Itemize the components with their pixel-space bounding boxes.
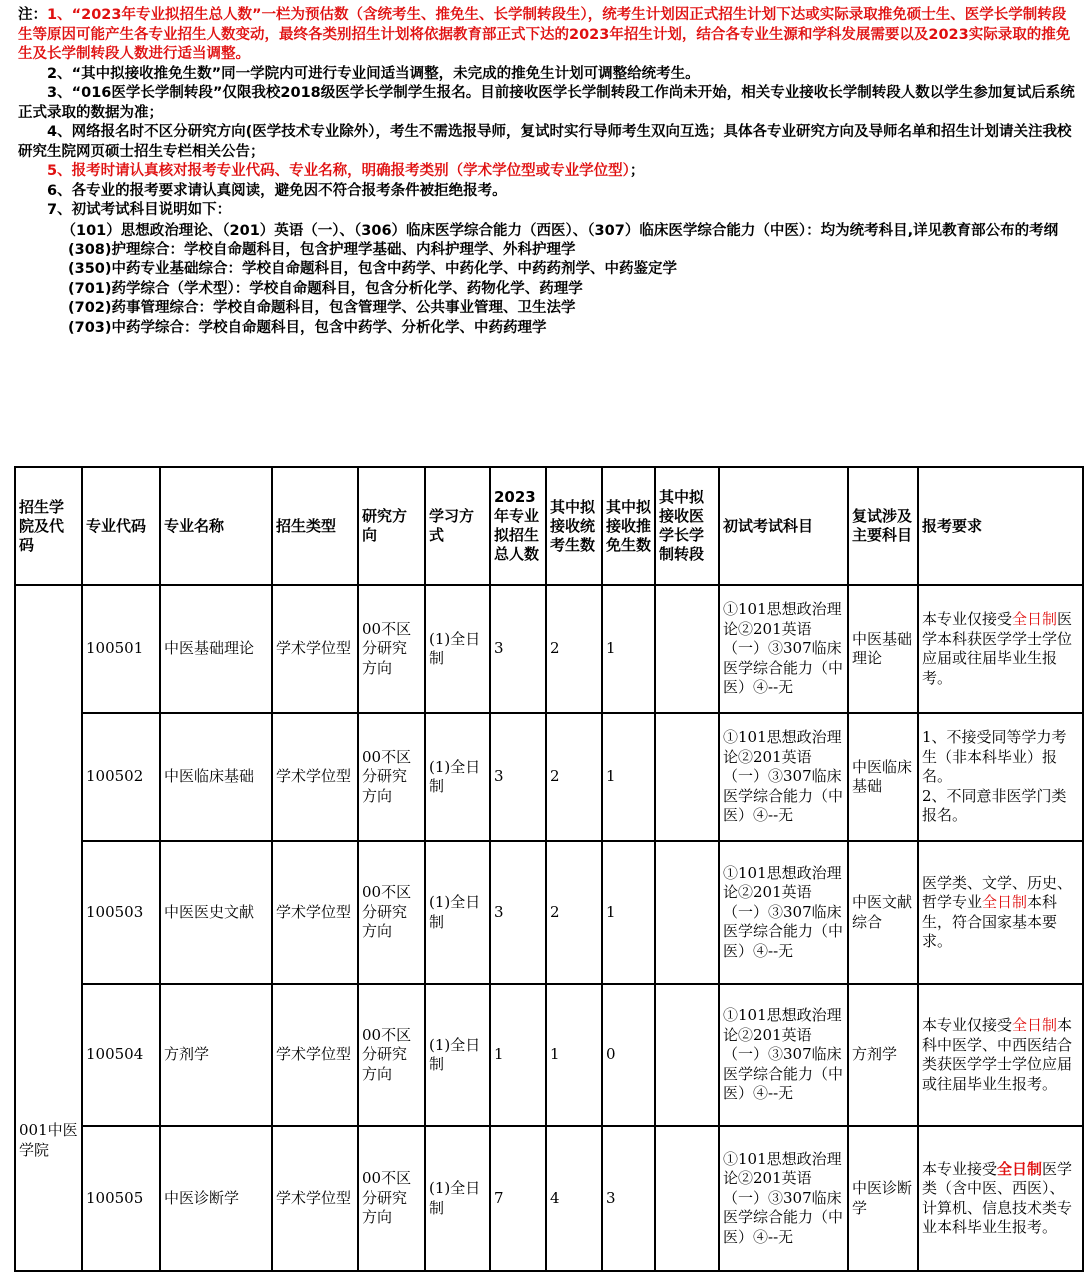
header-retest-subjects: 复试涉及主要科目	[848, 467, 918, 585]
header-requirements: 报考要求	[918, 467, 1083, 585]
transfer-count	[655, 1126, 719, 1271]
requirements: 医学类、文学、历史、哲学专业全日制本科生，符合国家基本要求。	[918, 841, 1083, 984]
major-code: 100502	[82, 713, 160, 841]
requirements: 本专业仅接受全日制医学本科获医学学士学位应届或往届毕业生报考。	[918, 585, 1083, 713]
transfer-count	[655, 713, 719, 841]
note-5: 5、报考时请认真核对报考专业代码、专业名称，明确报考类别（学术学位型或专业学位型）；	[47, 163, 645, 179]
study-mode: (1)全日制	[425, 585, 490, 713]
retest-subjects: 方剂学	[848, 984, 918, 1126]
total-count: 3	[490, 585, 546, 713]
table-row	[15, 984, 1083, 1126]
transfer-count	[655, 841, 719, 984]
retest-subjects: 中医临床基础	[848, 713, 918, 841]
study-mode: (1)全日制	[425, 984, 490, 1126]
exam-subjects: ①101思想政治理论②201英语（一）③307临床医学综合能力（中医）④--无	[719, 984, 848, 1126]
note-6: 6、各专业的报考要求请认真阅读，避免因不符合报考条件被拒绝报考。	[47, 182, 507, 199]
subject-note-350: (350)中药专业基础综合：学校自命题科目，包含中药学、中药化学、中药药剂学、中药鉴定学	[68, 261, 678, 277]
table-header-row	[15, 467, 1083, 585]
exam-subjects: ①101思想政治理论②201英语（一）③307临床医学综合能力（中医）④--无	[719, 585, 848, 713]
major-code: 100505	[82, 1126, 160, 1271]
header-exam-count: 其中拟接收统考生数	[546, 467, 602, 585]
requirements: 1、不接受同等学力考生（非本科毕业）报名。 2、不同意非医学门类报名。	[918, 713, 1083, 841]
total-count: 3	[490, 841, 546, 984]
requirements: 本专业接受全日制医学类（含中医、西医）、计算机、信息技术类专业本科毕业生报考。	[918, 1126, 1083, 1271]
major-type: 学术学位型	[272, 984, 358, 1126]
note-1: 注：1、“2023年专业拟招生总人数”一栏为预估数（含统考生、推免生、长学制转段生），统考生计划因正式招生计划下达或实际录取推免硕士生、医学长学制转段生等原因可能产生各专业招生人数变动，最终各类别招生计划将依据教育部正式下达的2023年招生计划，结合各专业生源和学科发展需要以及2023实际录取的推免生及长学制转段人数进行适当调整。	[18, 7, 1071, 62]
header-recommend-count: 其中拟接收推免生数	[602, 467, 655, 585]
recommend-count: 1	[602, 713, 655, 841]
exam-count: 2	[546, 713, 602, 841]
header-college: 招生学院及代码	[15, 467, 82, 585]
exam-count: 1	[546, 984, 602, 1126]
direction: 00不区分研究方向	[358, 713, 425, 841]
study-mode: (1)全日制	[425, 713, 490, 841]
header-total: 2023年专业拟招生总人数	[490, 467, 546, 585]
exam-subjects: ①101思想政治理论②201英语（一）③307临床医学综合能力（中医）④--无	[719, 1126, 848, 1271]
major-name: 中医临床基础	[160, 713, 272, 841]
total-count: 3	[490, 713, 546, 841]
college-cell: 001中医学院	[15, 585, 82, 1271]
retest-subjects: 中医文献综合	[848, 841, 918, 984]
subject-note-101: （101）思想政治理论、（201）英语（一）、（306）临床医学综合能力（西医）、（307）临床医学综合能力（中医）：均为统考科目,详见教育部公布的考纲	[61, 222, 1059, 239]
notes-section	[18, 6, 1076, 338]
exam-subjects: ①101思想政治理论②201英语（一）③307临床医学综合能力（中医）④--无	[719, 841, 848, 984]
retest-subjects: 中医基础理论	[848, 585, 918, 713]
exam-subjects: ①101思想政治理论②201英语（一）③307临床医学综合能力（中医）④--无	[719, 713, 848, 841]
table-row	[15, 1126, 1083, 1271]
header-exam-subjects: 初试考试科目	[719, 467, 848, 585]
major-name: 方剂学	[160, 984, 272, 1126]
direction: 00不区分研究方向	[358, 1126, 425, 1271]
major-code: 100503	[82, 841, 160, 984]
direction: 00不区分研究方向	[358, 984, 425, 1126]
notes-label: 注：	[18, 7, 47, 23]
header-major-name: 专业名称	[160, 467, 272, 585]
direction: 00不区分研究方向	[358, 585, 425, 713]
recommend-count: 1	[602, 585, 655, 713]
header-transfer-count: 其中拟接收医学长学制转段	[655, 467, 719, 585]
major-type: 学术学位型	[272, 841, 358, 984]
major-code: 100501	[82, 585, 160, 713]
major-type: 学术学位型	[272, 713, 358, 841]
retest-subjects: 中医诊断学	[848, 1126, 918, 1271]
subject-note-703: (703)中药学综合：学校自命题科目，包含中药学、分析化学、中药药理学	[68, 319, 547, 336]
subject-note-702: (702)药事管理综合：学校自命题科目，包含管理学、公共事业管理、卫生法学	[68, 300, 576, 316]
total-count: 7	[490, 1126, 546, 1271]
table-row	[15, 841, 1083, 984]
recommend-count: 0	[602, 984, 655, 1126]
header-study-mode: 学习方式	[425, 467, 490, 585]
major-name: 中医基础理论	[160, 585, 272, 713]
requirements: 本专业仅接受全日制本科中医学、中西医结合类获医学学士学位应届或往届毕业生报考。	[918, 984, 1083, 1126]
table-row	[15, 585, 1083, 713]
transfer-count	[655, 984, 719, 1126]
subject-note-308: (308)护理综合：学校自命题科目，包含护理学基础、内科护理学、外科护理学	[68, 241, 576, 258]
recommend-count: 1	[602, 841, 655, 984]
exam-count: 2	[546, 841, 602, 984]
major-type: 学术学位型	[272, 1126, 358, 1271]
study-mode: (1)全日制	[425, 1126, 490, 1271]
header-type: 招生类型	[272, 467, 358, 585]
study-mode: (1)全日制	[425, 841, 490, 984]
note-2: 2、“其中拟接收推免生数”同一学院内可进行专业间适当调整，未完成的推免生计划可调整给统考生。	[47, 65, 700, 82]
major-type: 学术学位型	[272, 585, 358, 713]
exam-count: 2	[546, 585, 602, 713]
major-name: 中医医史文献	[160, 841, 272, 984]
enrollment-table	[14, 466, 1084, 1272]
note-3: 3、“016医学长学制转段”仅限我校2018级医学长学制学生报名。目前接收医学长学制转段工作尚未开始，相关专业接收长学制转段人数以学生参加复试后系统正式录取的数据为准；	[18, 85, 1075, 121]
major-name: 中医诊断学	[160, 1126, 272, 1271]
subject-note-701: (701)药学综合（学术型）：学校自命题科目，包含分析化学、药物化学、药理学	[68, 280, 583, 297]
table-row	[15, 713, 1083, 841]
header-direction: 研究方向	[358, 467, 425, 585]
major-code: 100504	[82, 984, 160, 1126]
exam-count: 4	[546, 1126, 602, 1271]
total-count: 1	[490, 984, 546, 1126]
note-4: 4、网络报名时不区分研究方向(医学技术专业除外），考生不需选报导师，复试时实行导师考生双向互选；具体各专业研究方向及导师名单和招生计划请关注我校研究生院网页硕士招生专栏相关公告；	[18, 124, 1072, 160]
direction: 00不区分研究方向	[358, 841, 425, 984]
header-major-code: 专业代码	[82, 467, 160, 585]
recommend-count: 3	[602, 1126, 655, 1271]
transfer-count	[655, 585, 719, 713]
note-7: 7、初试考试科目说明如下：	[47, 202, 232, 218]
